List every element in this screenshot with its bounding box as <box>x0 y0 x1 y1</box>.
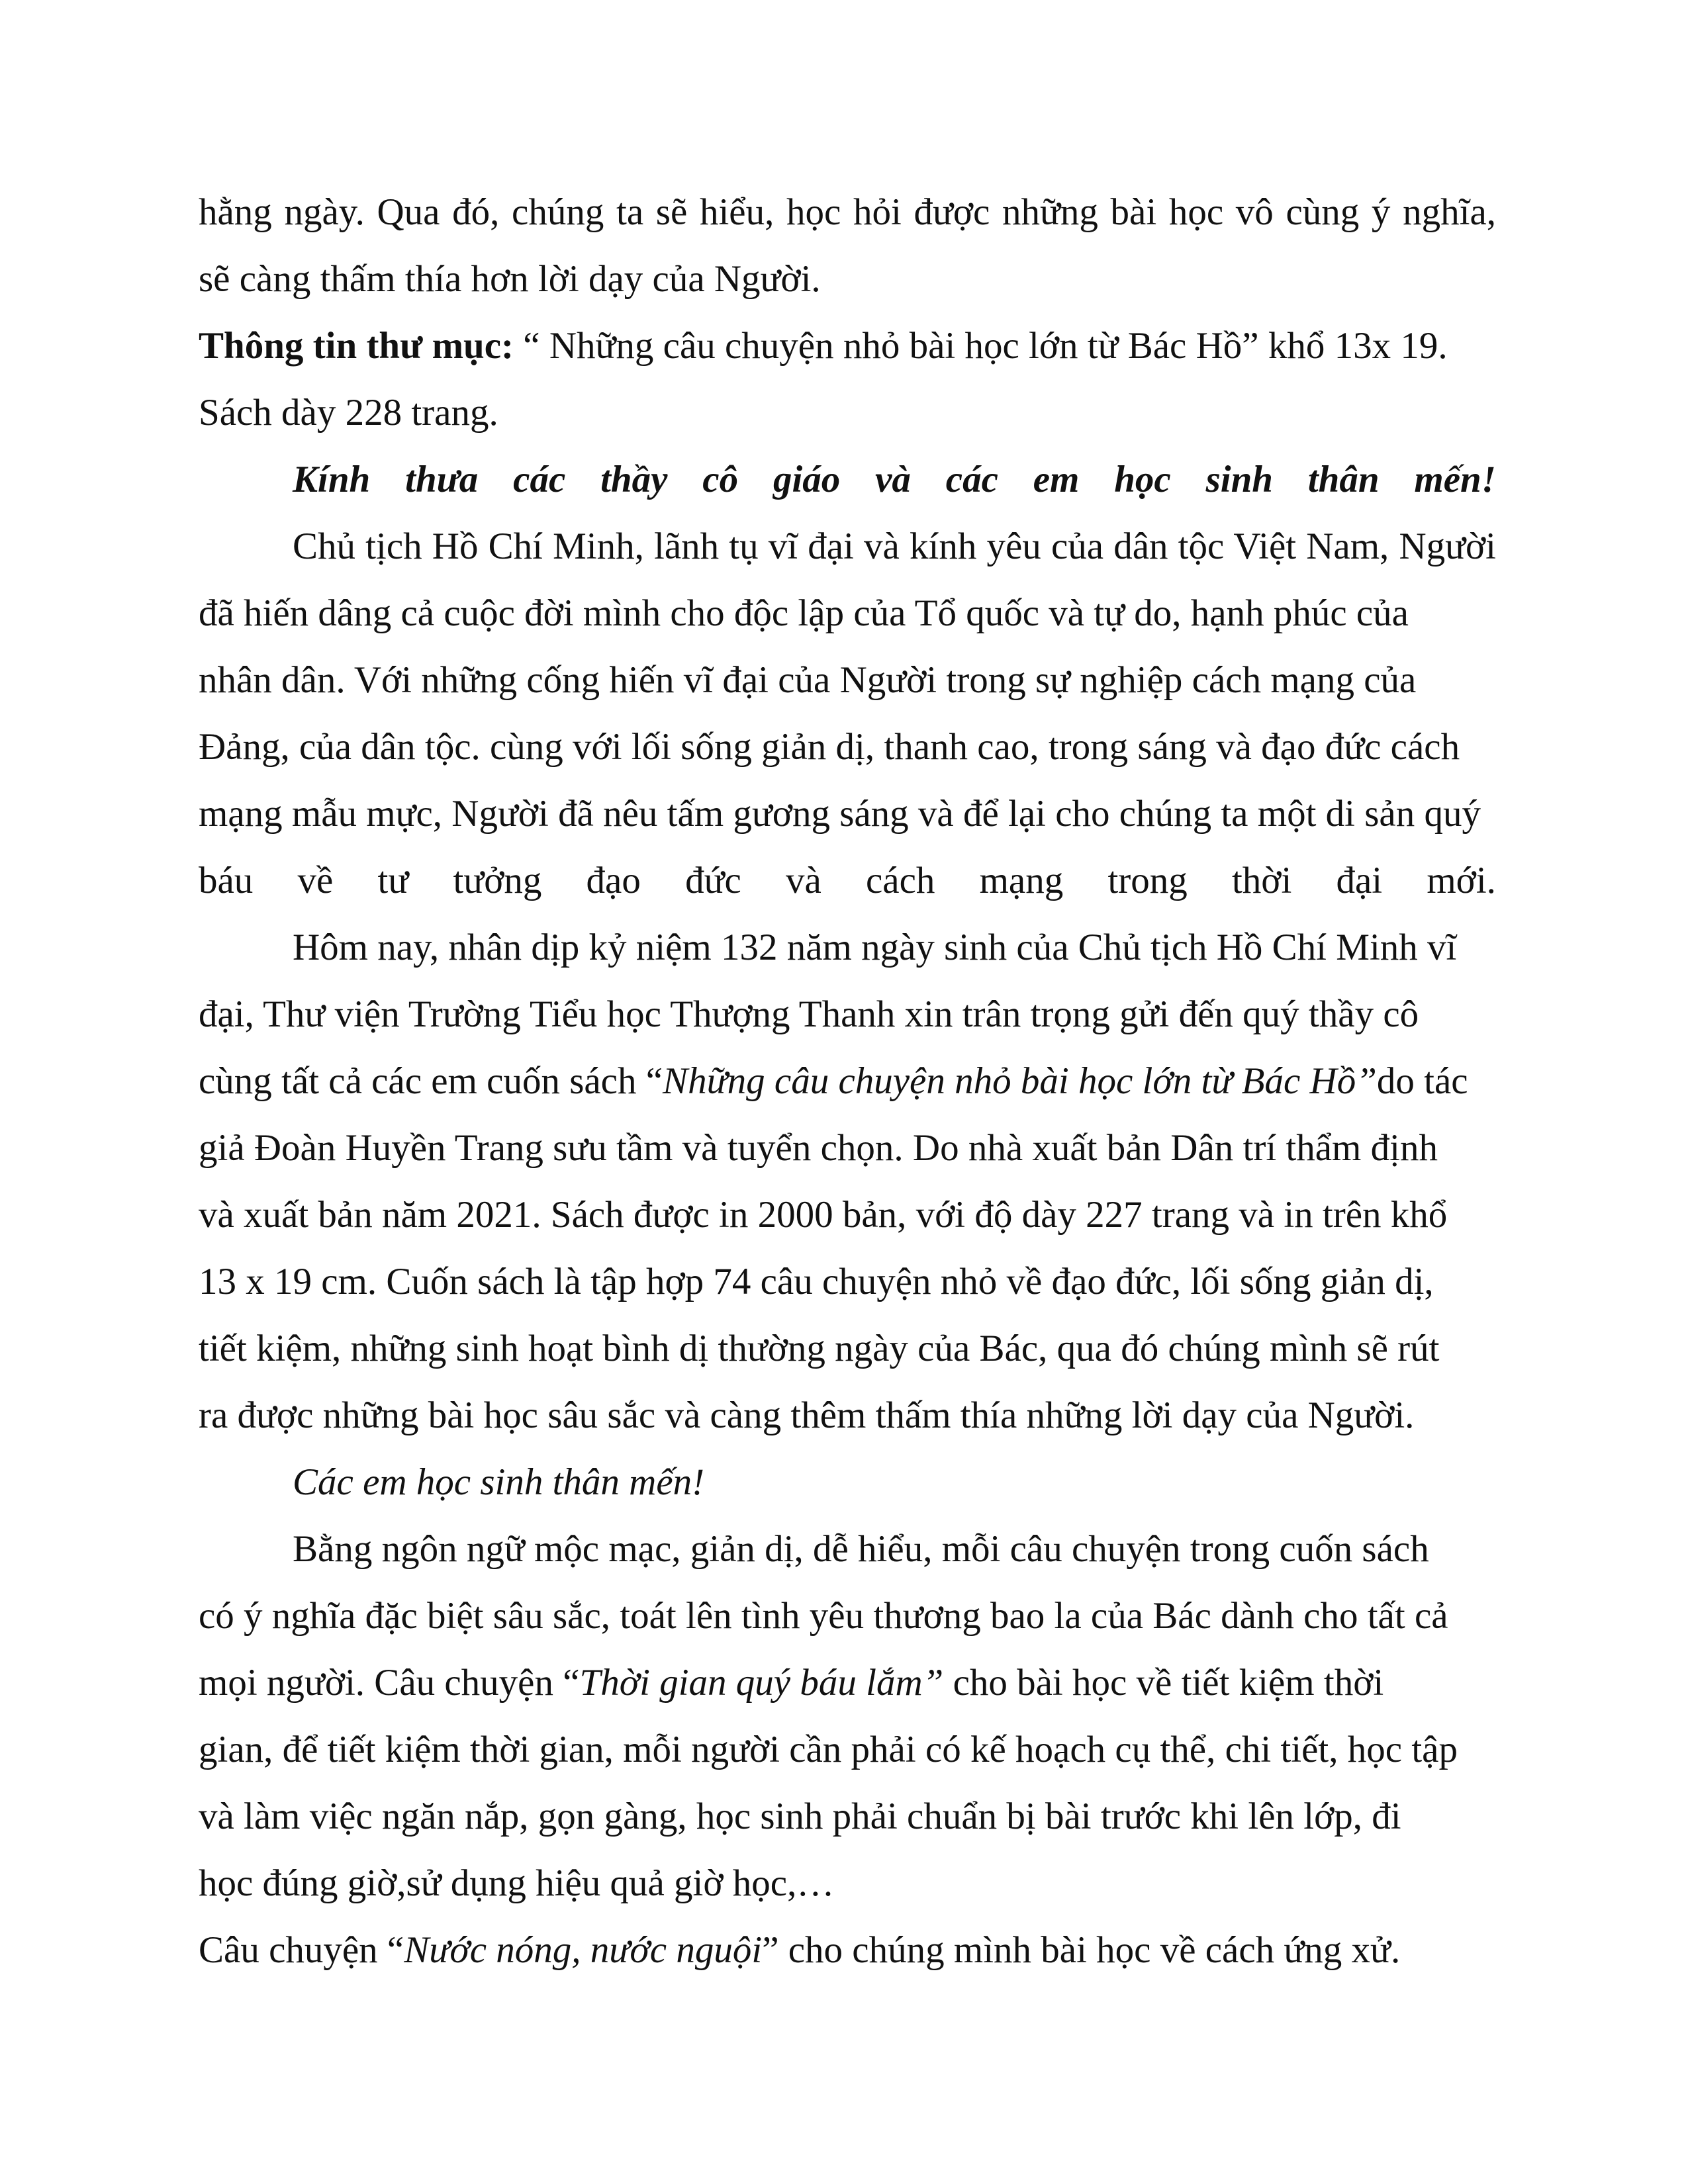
para2-line-2: đại, Thư viện Trường Tiểu học Thượng Thanh xin trân trọng gửi đến quý thầy cô <box>199 993 1419 1035</box>
para1-last-word: tưởng <box>453 860 542 901</box>
para1-last-word: trong <box>1107 860 1188 901</box>
document-page <box>199 179 1496 1983</box>
greeting-word: mến! <box>1414 459 1496 500</box>
greeting-word: giáo <box>773 459 841 500</box>
greeting-heading <box>199 446 1496 513</box>
para1-last-word: và <box>785 860 821 901</box>
greeting-word: và <box>875 459 911 500</box>
para1-last-word: thời <box>1231 860 1292 901</box>
para1-last-word: tư <box>377 860 409 901</box>
para4-line <box>199 1917 1496 1983</box>
para1-last-word: báu <box>199 860 254 901</box>
greeting-word: học <box>1114 459 1171 500</box>
para1-line-4: Đảng, của dân tộc. cùng với lối sống giản dị, thanh cao, trong sáng và đạo đức cách <box>199 726 1460 768</box>
para1-last-word: cách <box>865 860 935 901</box>
para2-line-7: tiết kiệm, những sinh hoạt bình dị thường ngày của Bác, qua đó chúng mình sẽ rút <box>199 1328 1440 1369</box>
para3-line3-pre: mọi người. Câu chuyện “ <box>199 1662 580 1704</box>
para2-line3-pre: cùng tất cả các em cuốn sách “ <box>199 1060 663 1102</box>
para1-last-word: đạo <box>586 860 641 901</box>
para1-last-word: mới. <box>1427 860 1496 901</box>
intro-text-1: hằng ngày. Qua đó, chúng ta sẽ hiểu, học hỏi được những bài học vô cùng ý nghĩa, <box>199 191 1496 233</box>
greeting-word: sinh <box>1205 459 1273 500</box>
greeting-word: các <box>513 459 566 500</box>
greeting-word: thầy <box>600 459 668 500</box>
students-greeting-text: Các em học sinh thân mến! <box>293 1461 705 1503</box>
greeting-word: các <box>945 459 998 500</box>
para4-pre: Câu chuyện “ <box>199 1929 404 1971</box>
para1-last-word: mạng <box>979 860 1064 901</box>
story-title-2: Nước nóng, nước nguội <box>404 1929 763 1971</box>
greeting-word: Kính <box>293 459 371 500</box>
para2-line-4: giả Đoàn Huyền Trang sưu tầm và tuyển chọn. Do nhà xuất bản Dân trí thẩm định <box>199 1127 1438 1169</box>
para3-line-5: và làm việc ngăn nắp, gọn gàng, học sinh phải chuẩn bị bài trước khi lên lớp, đi <box>199 1796 1401 1837</box>
para2-line-3 <box>199 1048 1496 1115</box>
greeting-word: thưa <box>405 459 479 500</box>
students-greeting <box>199 1449 1496 1516</box>
para1-line-2: đã hiến dâng cả cuộc đời mình cho độc lập của Tổ quốc và tự do, hạnh phúc của <box>199 592 1409 634</box>
para2-line-6: 13 x 19 cm. Cuốn sách là tập hợp 74 câu chuyện nhỏ về đạo đức, lối sống giản dị, <box>199 1261 1434 1302</box>
para3-line-1: Bằng ngôn ngữ mộc mạc, giản dị, dễ hiểu, mỗi câu chuyện trong cuốn sách <box>293 1528 1429 1570</box>
para3-line-2: có ý nghĩa đặc biệt sâu sắc, toát lên tình yêu thương bao la của Bác dành cho tất cả <box>199 1595 1448 1637</box>
para2-line-8: ra được những bài học sâu sắc và càng thêm thấm thía những lời dạy của Người. <box>199 1394 1415 1436</box>
para1-text-1: Chủ tịch Hồ Chí Minh, lãnh tụ vĩ đại và kính yêu của dân tộc Việt Nam, Người <box>293 525 1496 567</box>
book-title: Những câu chuyện nhỏ bài học lớn từ Bác Hồ” <box>663 1060 1377 1102</box>
bibliography-line <box>199 312 1496 379</box>
para1-last-word: về <box>297 860 334 901</box>
greeting-word: cô <box>702 459 739 500</box>
para3-line-4: gian, để tiết kiệm thời gian, mỗi người cần phải có kế hoạch cụ thể, chi tiết, học tập <box>199 1729 1458 1770</box>
para3-line-3 <box>199 1649 1496 1716</box>
story-title-1: Thời gian quý báu lắm” <box>579 1662 944 1704</box>
para1-line-3: nhân dân. Với những cống hiến vĩ đại của Người trong sự nghiệp cách mạng của <box>199 659 1417 701</box>
greeting-word: em <box>1033 459 1080 500</box>
greeting-word: thân <box>1307 459 1380 500</box>
para1-line-1 <box>199 513 1496 580</box>
bibliography-text: “ Những câu chuyện nhỏ bài học lớn từ Bác Hồ” khổ 13x 19. <box>514 325 1448 367</box>
para2-line3-post: do tác <box>1376 1060 1468 1102</box>
para3-line3-post: cho bài học về tiết kiệm thời <box>943 1662 1384 1704</box>
bibliography-label: Thông tin thư mục: <box>199 325 514 367</box>
para1-last-word: đại <box>1336 860 1383 901</box>
para2-line-5: và xuất bản năm 2021. Sách được in 2000 bản, với độ dày 227 trang và in trên khổ <box>199 1194 1448 1236</box>
para3-line-6: học đúng giờ,sử dụng hiệu quả giờ học,… <box>199 1862 835 1904</box>
para2-line-1: Hôm nay, nhân dịp kỷ niệm 132 năm ngày sinh của Chủ tịch Hồ Chí Minh vĩ <box>293 927 1457 968</box>
para1-line-5: mạng mẫu mực, Người đã nêu tấm gương sáng và để lại cho chúng ta một di sản quý <box>199 793 1481 835</box>
para1-last-word: đức <box>685 860 741 901</box>
intro-line-1 <box>199 179 1496 246</box>
para4-post: ” cho chúng mình bài học về cách ứng xử. <box>762 1929 1401 1971</box>
bibliography-line-2: Sách dày 228 trang. <box>199 392 498 433</box>
intro-line-2: sẽ càng thấm thía hơn lời dạy của Người. <box>199 258 821 300</box>
para1-line-6 <box>199 847 1496 914</box>
